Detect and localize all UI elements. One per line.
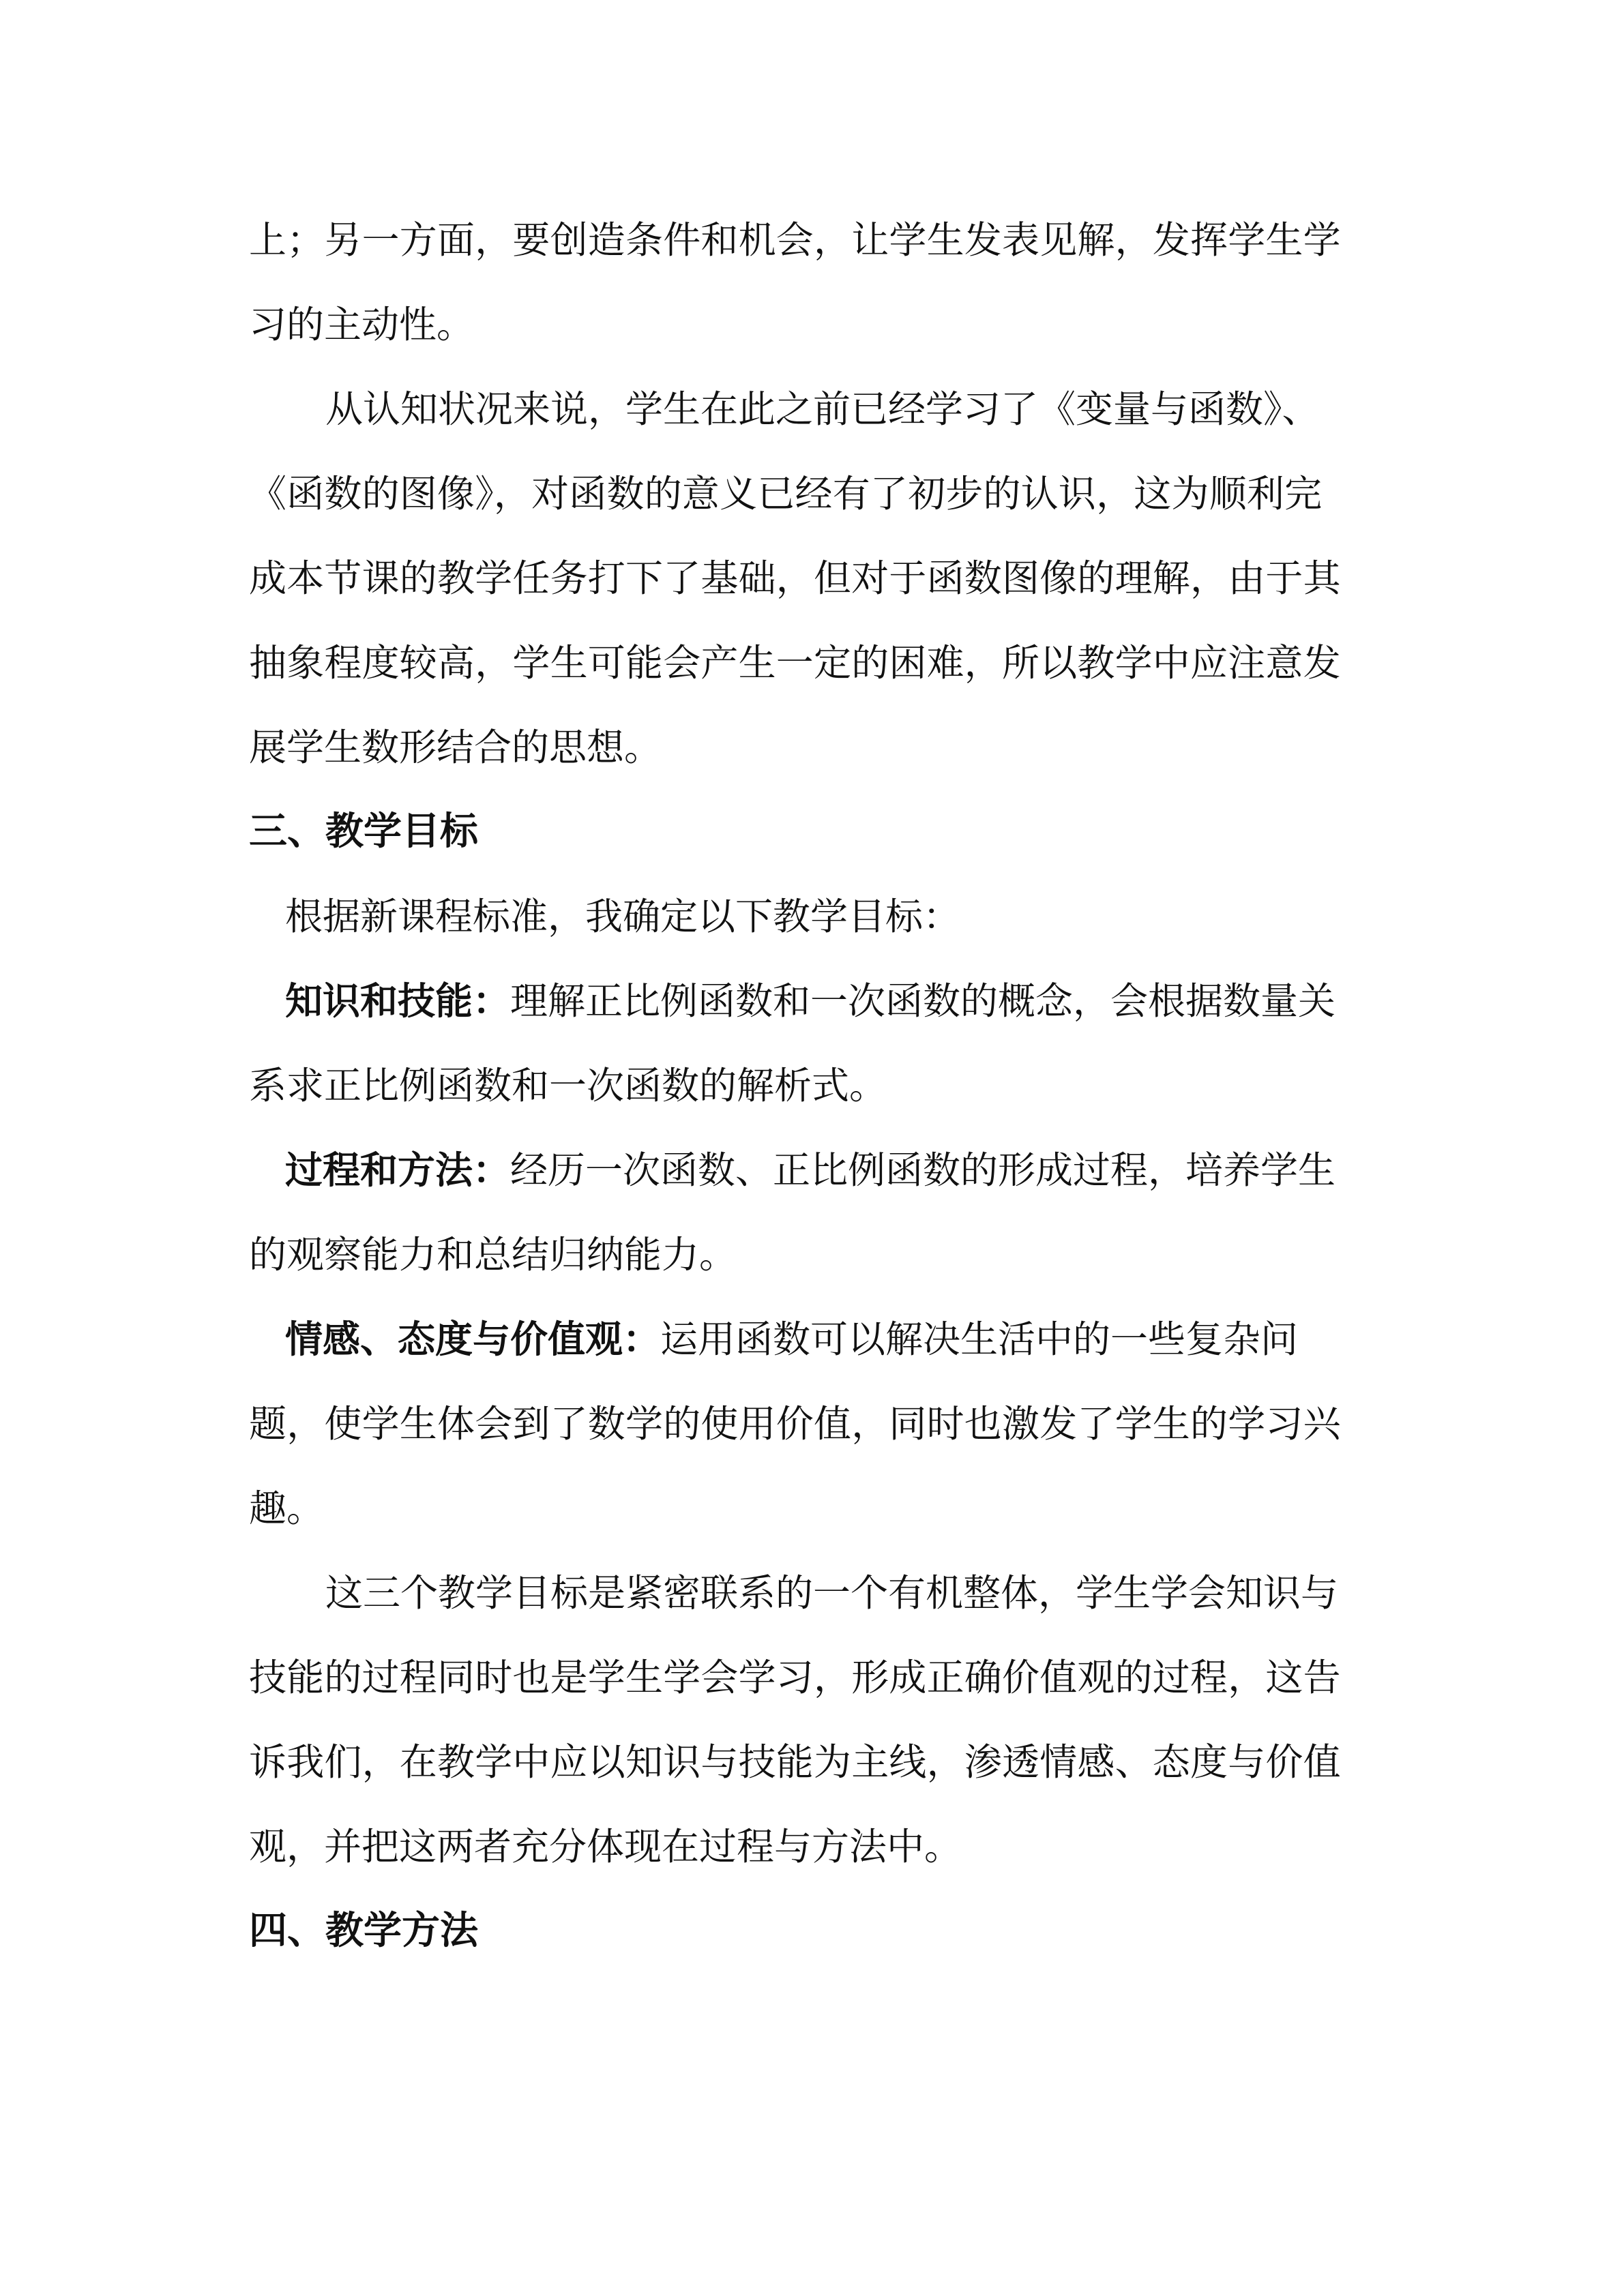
paragraph-line: 成本节课的教学任务打下了基础，但对于函数图像的理解，由于其 (249, 556, 1341, 600)
paragraph-line: 根据新课程标准，我确定以下教学目标： (285, 895, 961, 938)
objective-text: 经历一次函数、正比例函数的形成过程，培养学生 (510, 1148, 1336, 1192)
paragraph-line: 这三个教学目标是紧密联系的一个有机整体，学生学会知识与 (325, 1571, 1339, 1615)
paragraph-line: 上；另一方面，要创造条件和机会，让学生发表见解，发挥学生学 (249, 218, 1341, 262)
paragraph-line: 技能的过程同时也是学生学会学习，形成正确价值观的过程，这告 (249, 1656, 1341, 1699)
paragraph-line: 观，并把这两者充分体现在过程与方法中。 (249, 1825, 962, 1868)
paragraph-line: 抽象程度较高，学生可能会产生一定的困难，所以教学中应注意发 (249, 641, 1341, 685)
objective-label: 过程和方法： (285, 1148, 511, 1192)
paragraph-line: 题，使学生体会到了数学的使用价值，同时也激发了学生的学习兴 (249, 1402, 1341, 1446)
objective-label: 情感、态度与价值观： (285, 1317, 661, 1361)
objective-knowledge (285, 974, 1624, 1028)
objective-text: 运用函数可以解决生活中的一些复杂问 (660, 1317, 1299, 1361)
paragraph-line: 从认知状况来说，学生在此之前已经学习了《变量与函数》、 (325, 387, 1320, 431)
paragraph-line: 趣。 (249, 1487, 325, 1530)
paragraph-line: 习的主动性。 (249, 303, 475, 346)
objective-emotion (285, 1312, 1624, 1367)
paragraph-line: 展学生数形结合的思想。 (249, 726, 662, 769)
paragraph-line: 的观察能力和总结归纳能力。 (249, 1233, 737, 1277)
objective-label: 知识和技能： (285, 979, 511, 1023)
section-heading-4: 四、教学方法 (249, 1909, 478, 1953)
objective-process (285, 1143, 1624, 1197)
paragraph-line: 《函数的图像》，对函数的意义已经有了初步的认识，这为顺利完 (249, 472, 1323, 516)
paragraph-line: 诉我们，在教学中应以知识与技能为主线，渗透情感、态度与价值 (249, 1740, 1341, 1784)
section-heading-3: 三、教学目标 (249, 809, 478, 854)
paragraph-line: 系求正比例函数和一次函数的解析式。 (249, 1064, 887, 1107)
objective-text: 理解正比例函数和一次函数的概念，会根据数量关 (510, 979, 1336, 1023)
